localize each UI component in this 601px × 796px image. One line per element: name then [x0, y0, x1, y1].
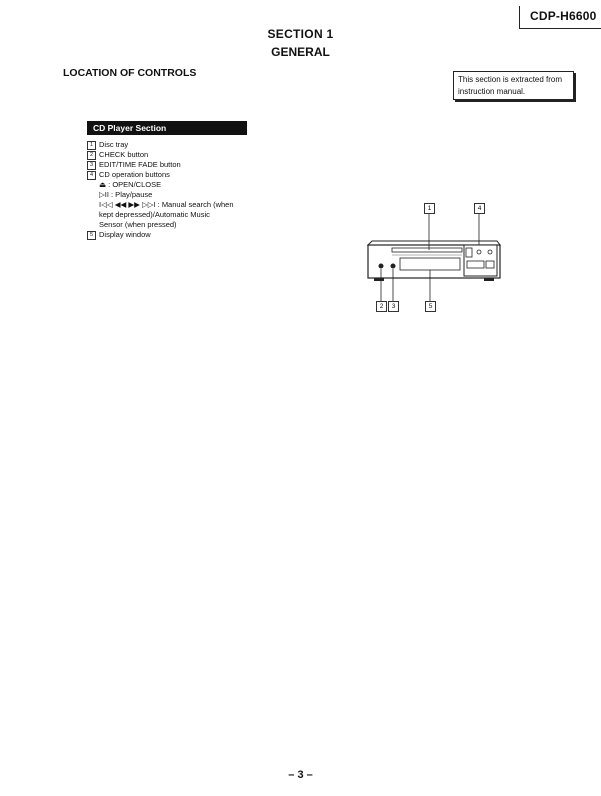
check-button	[379, 264, 384, 269]
note-line-2: instruction manual.	[458, 87, 526, 96]
section-title: GENERAL	[271, 45, 330, 59]
callout-5: 5	[425, 301, 436, 312]
location-heading: LOCATION OF CONTROLS	[63, 67, 197, 79]
sub-item-search-1: I◁◁ ◀◀ ▶▶ ▷▷I : Manual search (when	[99, 200, 234, 209]
search-forward-button	[488, 250, 492, 254]
callout-2: 2	[376, 301, 387, 312]
item-label: Display window	[99, 230, 151, 239]
list-item	[87, 230, 262, 240]
item-label: CD operation buttons	[99, 170, 170, 179]
item-number: 2	[87, 151, 96, 160]
list-item	[87, 140, 262, 150]
item-number: 3	[87, 161, 96, 170]
callout-3: 3	[388, 301, 399, 312]
item-label: CHECK button	[99, 150, 149, 159]
player-top-outline	[368, 241, 500, 245]
sub-item-open-close: ⏏ : OPEN/CLOSE	[99, 180, 162, 189]
display-window	[400, 258, 460, 270]
model-number: CDP-H6600	[530, 9, 597, 23]
extract-note	[453, 71, 574, 100]
note-line-1: This section is extracted from	[458, 75, 563, 84]
callout-4: 4	[474, 203, 485, 214]
page-number: – 3 –	[288, 769, 313, 781]
search-back-button	[477, 250, 481, 254]
stop-button	[486, 261, 494, 268]
sub-item-play-pause: ▷II : Play/pause	[99, 190, 153, 199]
player-foot-left	[374, 278, 384, 281]
item-number: 4	[87, 171, 96, 180]
model-tag	[519, 6, 601, 29]
section-number: SECTION 1	[267, 27, 334, 41]
callout-1: 1	[424, 203, 435, 214]
player-foot-right	[484, 278, 494, 281]
sub-item-search-3: Sensor (when pressed)	[99, 220, 177, 229]
disc-tray	[392, 248, 462, 252]
item-number: 1	[87, 141, 96, 150]
open-close-button	[466, 248, 472, 257]
list-item	[87, 170, 262, 180]
controls-list	[87, 140, 262, 240]
item-label: Disc tray	[99, 140, 129, 149]
list-item	[87, 160, 262, 170]
cd-section-banner: CD Player Section	[87, 121, 247, 135]
item-number: 5	[87, 231, 96, 240]
play-pause-button	[467, 261, 484, 268]
sub-item-search-2: kept depressed)/Automatic Music	[99, 210, 210, 219]
item-label: EDIT/TIME FADE button	[99, 160, 181, 169]
edit-time-fade-button	[391, 264, 396, 269]
list-item	[87, 150, 262, 160]
